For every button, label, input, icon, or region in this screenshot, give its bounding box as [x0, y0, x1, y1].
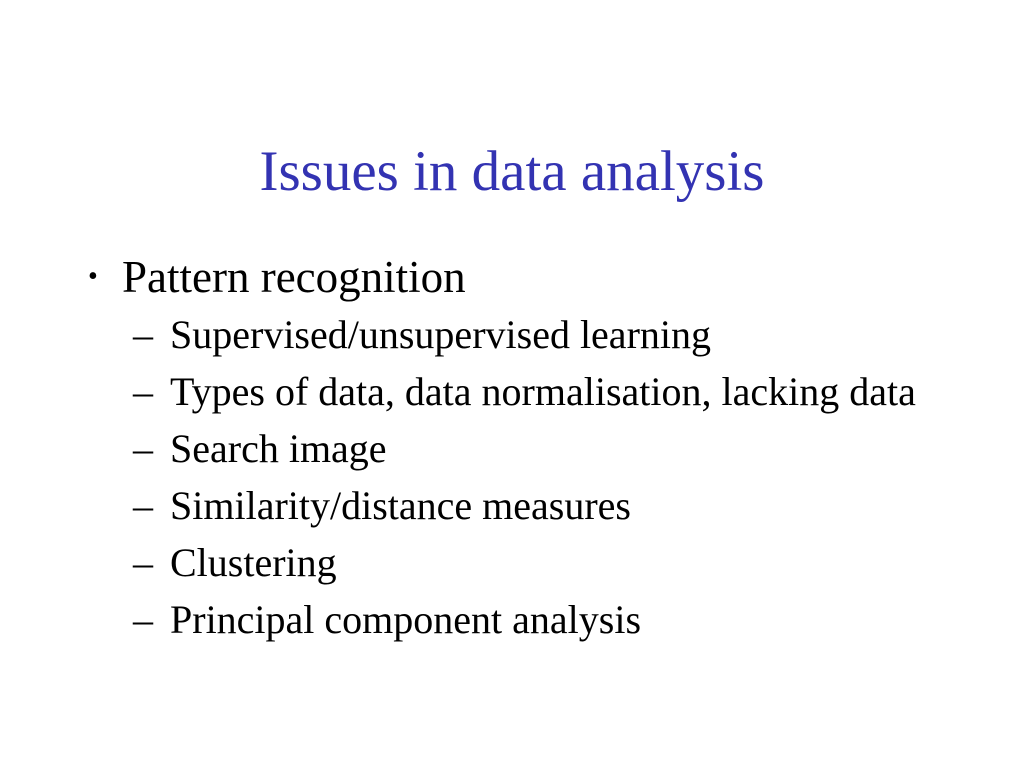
sub-bullet-item	[133, 420, 1004, 477]
sub-bullet-item	[133, 477, 1004, 534]
bullet-item	[88, 248, 1004, 306]
dash-icon: –	[133, 483, 153, 528]
dash-icon: –	[133, 426, 153, 471]
sub-bullet-item	[133, 306, 1004, 363]
bullet-dot-icon: •	[88, 261, 98, 292]
sub-bullet-label: Similarity/distance measures	[170, 483, 631, 528]
sub-bullet-item	[133, 591, 1004, 648]
sub-bullet-item	[133, 363, 1004, 420]
dash-icon: –	[133, 540, 153, 585]
dash-icon: –	[133, 312, 153, 357]
sub-bullet-label: Search image	[170, 426, 387, 471]
sub-bullet-label: Principal component analysis	[170, 597, 642, 642]
bullet-label: Pattern recognition	[122, 252, 466, 302]
slide-title: Issues in data analysis	[259, 140, 765, 204]
dash-icon: –	[133, 597, 153, 642]
sub-bullet-item	[133, 534, 1004, 591]
bullet-list	[88, 248, 1004, 648]
sub-bullet-label: Clustering	[170, 540, 337, 585]
dash-icon: –	[133, 369, 153, 414]
sub-bullet-label: Types of data, data normalisation, lacking data	[170, 369, 916, 414]
sub-bullet-label: Supervised/unsupervised learning	[170, 312, 711, 357]
